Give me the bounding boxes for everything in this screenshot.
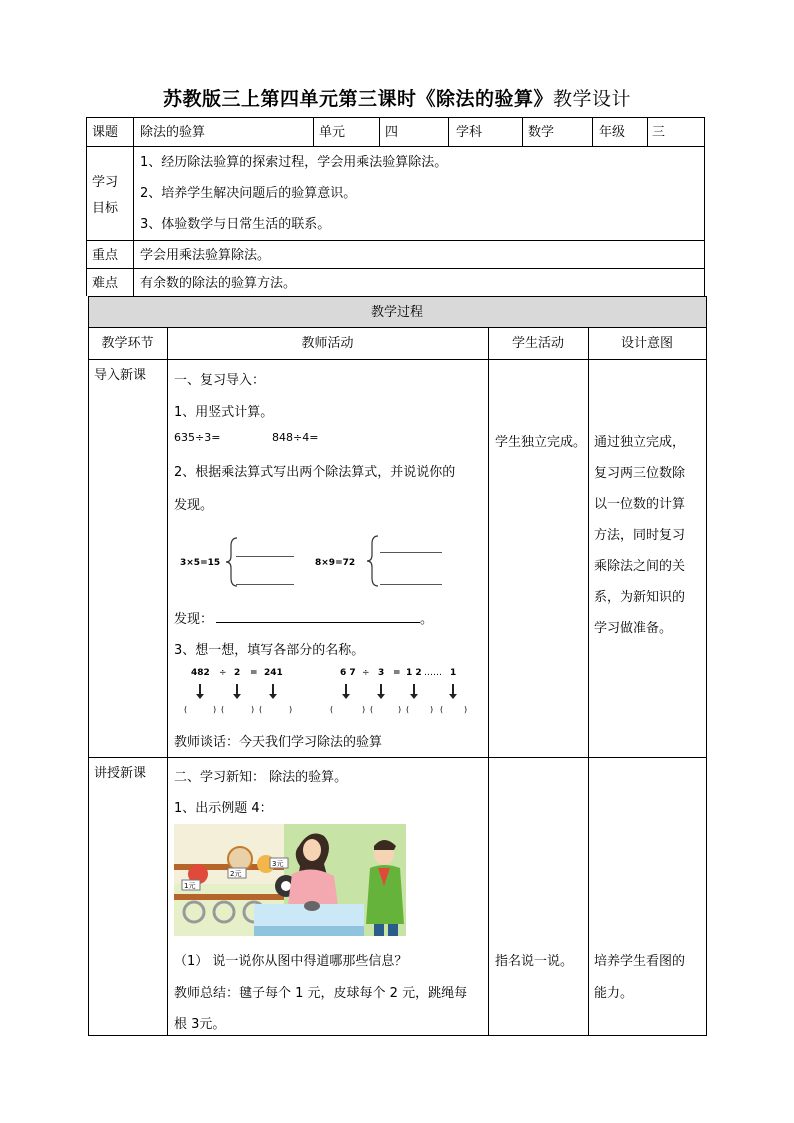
price-tag: 2元 bbox=[230, 870, 242, 878]
paren-right: ) bbox=[430, 705, 434, 714]
key-label: 重点 bbox=[92, 248, 119, 263]
div1-dividend: 482 bbox=[191, 668, 210, 678]
paren-right: ) bbox=[464, 705, 468, 714]
paren-right: ) bbox=[213, 705, 217, 714]
arrow-down-icon bbox=[452, 684, 454, 696]
difficulty-text: 有余数的除法的验算方法。 bbox=[140, 276, 297, 291]
paren-right: ) bbox=[251, 705, 255, 714]
goals-label-2: 目标 bbox=[92, 201, 119, 216]
div2-divisor: 3 bbox=[378, 668, 385, 678]
subject-label: 学科 bbox=[456, 125, 483, 140]
answer-blank[interactable] bbox=[380, 584, 442, 585]
calc-2: 848÷4= bbox=[272, 431, 319, 444]
answer-blank[interactable] bbox=[236, 556, 294, 557]
process-header: 教学过程 bbox=[370, 305, 423, 320]
s1-line: 2、根据乘法算式写出两个除法算式，并说说你的 bbox=[174, 465, 456, 480]
paren-right: ) bbox=[398, 705, 402, 714]
paren-left: ( bbox=[330, 705, 334, 714]
student-activity-2: 指名说一说。 bbox=[495, 954, 574, 969]
grade-value: 三 bbox=[652, 125, 666, 140]
paren-left: ( bbox=[406, 705, 410, 714]
s1-line: 1、用竖式计算。 bbox=[174, 405, 274, 420]
difficulty-label: 难点 bbox=[92, 276, 119, 291]
intent-1-line: 复习两三位数除 bbox=[594, 466, 686, 481]
paren-left: ( bbox=[440, 705, 444, 714]
col-header-intent: 设计意图 bbox=[620, 336, 673, 351]
div1-sign: ÷ bbox=[219, 668, 227, 678]
equation-1: 3×5=15 bbox=[180, 558, 221, 568]
discover-label: 发现： bbox=[174, 612, 214, 627]
goal-item: 2、培养学生解决问题后的验算意识。 bbox=[140, 186, 357, 201]
div2-sign: ÷ bbox=[362, 668, 370, 678]
brace-2 bbox=[366, 534, 380, 588]
question-1: （1） 说一说你从图中得道哪那些信息？ bbox=[174, 954, 408, 969]
price-tag: 1元 bbox=[184, 882, 196, 890]
paren-left: ( bbox=[184, 705, 188, 714]
div2-ellipsis: …… bbox=[424, 668, 442, 678]
arrow-down-icon bbox=[236, 684, 238, 696]
discover-period: 。 bbox=[420, 612, 434, 627]
paren-left: ( bbox=[259, 705, 263, 714]
col-header-student: 学生活动 bbox=[511, 336, 564, 351]
intent-2-line: 能力。 bbox=[594, 986, 634, 1001]
goal-item: 1、经历除法验算的探索过程，学会用乘法验算除法。 bbox=[140, 155, 448, 170]
s1-line: 一、复习导入： bbox=[174, 373, 266, 388]
div1-divisor: 2 bbox=[234, 668, 241, 678]
arrow-down-icon bbox=[413, 684, 415, 696]
summary-line-1: 教师总结：毽子每个 1 元，皮球每个 2 元，跳绳每 bbox=[174, 986, 468, 1001]
grade-label: 年级 bbox=[599, 125, 626, 140]
topic-value: 除法的验算 bbox=[140, 125, 206, 140]
equation-2: 8×9=72 bbox=[315, 558, 356, 568]
unit-value: 四 bbox=[385, 125, 399, 140]
s1-step3: 3、想一想，填写各部分的名称。 bbox=[174, 643, 365, 658]
discover-blank[interactable] bbox=[216, 622, 420, 623]
arrow-down-icon bbox=[272, 684, 274, 696]
paren-right: ) bbox=[289, 705, 293, 714]
arrow-down-icon bbox=[199, 684, 201, 696]
student-activity-1: 学生独立完成。 bbox=[495, 435, 587, 450]
shop-illustration bbox=[174, 824, 406, 936]
div2-equals: = bbox=[393, 668, 401, 678]
topic-label: 课题 bbox=[92, 125, 119, 140]
s2-line: 二、学习新知： 除法的验算。 bbox=[174, 770, 348, 785]
paren-right: ) bbox=[362, 705, 366, 714]
intent-1-line: 通过独立完成， bbox=[594, 435, 686, 450]
div2-dividend: 6 7 bbox=[340, 668, 356, 678]
key-text: 学会用乘法验算除法。 bbox=[140, 248, 271, 263]
goal-item: 3、体验数学与日常生活的联系。 bbox=[140, 217, 331, 232]
goals-label-1: 学习 bbox=[92, 175, 119, 190]
arrow-down-icon bbox=[345, 684, 347, 696]
price-tag: 3元 bbox=[272, 860, 284, 868]
intent-1-line: 学习做准备。 bbox=[594, 621, 673, 636]
intent-1-line: 方法，同时复习 bbox=[594, 528, 686, 543]
intent-1-line: 系，为新知识的 bbox=[594, 590, 686, 605]
s1-line: 发现。 bbox=[174, 498, 214, 513]
arrow-down-icon bbox=[380, 684, 382, 696]
intent-1-line: 以一位数的计算 bbox=[594, 497, 686, 512]
subject-value: 数学 bbox=[528, 125, 555, 140]
div1-equals: = bbox=[250, 668, 258, 678]
col-header-stage: 教学环节 bbox=[101, 336, 154, 351]
div2-quotient: 1 2 bbox=[406, 668, 422, 678]
paren-left: ( bbox=[370, 705, 374, 714]
stage-intro: 导入新课 bbox=[94, 368, 147, 383]
paren-left: ( bbox=[221, 705, 225, 714]
page-title: 苏教版三上第四单元第三课时《除法的验算》教学设计 bbox=[162, 88, 632, 110]
col-header-teacher: 教师活动 bbox=[301, 336, 354, 351]
teacher-talk: 教师谈话：今天我们学习除法的验算 bbox=[174, 735, 383, 750]
brace-1 bbox=[225, 536, 239, 588]
unit-label: 单元 bbox=[319, 125, 346, 140]
div1-quotient: 241 bbox=[264, 668, 283, 678]
intent-1-line: 乘除法之间的关 bbox=[594, 559, 686, 574]
answer-blank[interactable] bbox=[236, 584, 294, 585]
stage-new: 讲授新课 bbox=[94, 766, 147, 781]
summary-line-2: 根 3元。 bbox=[174, 1017, 226, 1032]
intent-2-line: 培养学生看图的 bbox=[594, 954, 686, 969]
s2-line: 1、出示例题 4： bbox=[174, 801, 273, 816]
div2-remainder: 1 bbox=[450, 668, 457, 678]
calc-1: 635÷3= bbox=[174, 431, 221, 444]
answer-blank[interactable] bbox=[380, 552, 442, 553]
